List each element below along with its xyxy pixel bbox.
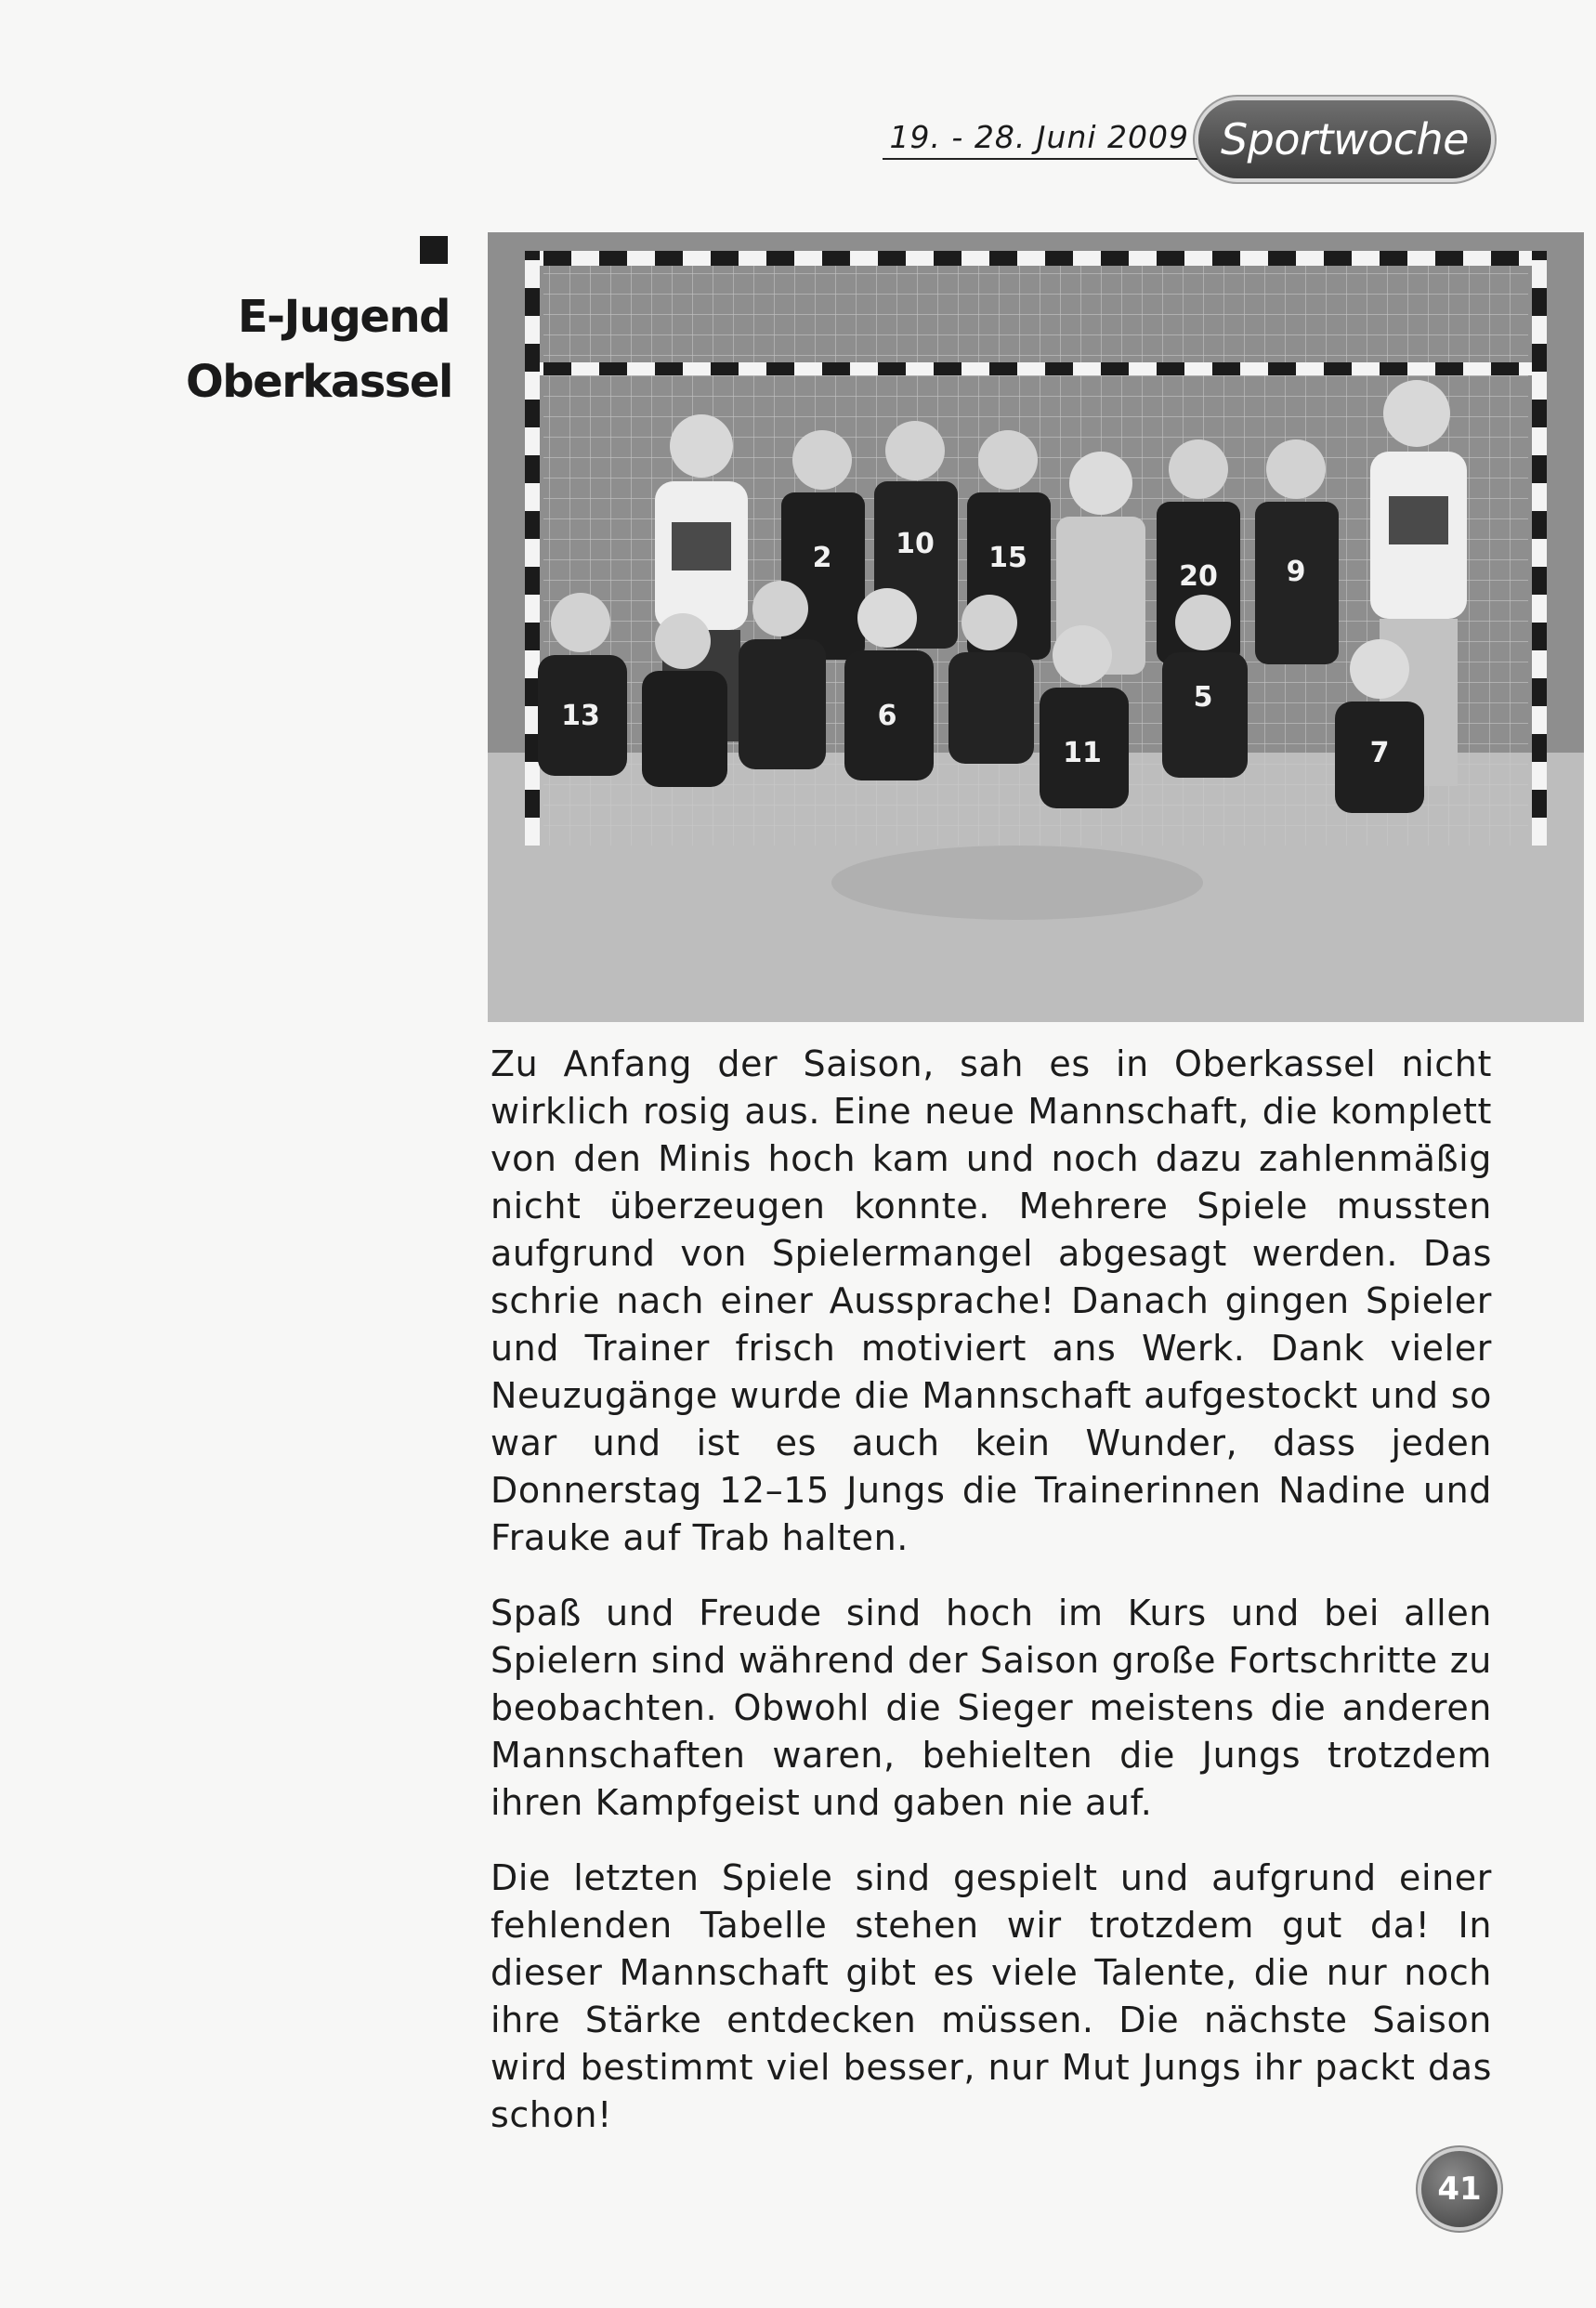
jersey-number: 6	[877, 700, 897, 732]
section-title-line1: E-Jugend	[237, 291, 450, 343]
issue-date: 19. - 28. Juni 2009	[889, 119, 1189, 155]
section-title	[186, 284, 450, 414]
jersey-number: 11	[1063, 737, 1102, 769]
jersey-number: 2	[812, 542, 832, 574]
section-marker	[420, 236, 448, 264]
publication-badge	[1198, 100, 1491, 178]
jersey-number: 10	[896, 528, 935, 560]
publication-name: Sportwoche	[1220, 114, 1469, 164]
jersey-number: 13	[561, 700, 600, 732]
page-number-badge	[1421, 2151, 1498, 2227]
article-paragraph: Zu Anfang der Saison, sah es in Oberkassel nicht wirklich rosig aus. Eine neue Mannschaft, die komplett von den Minis hoch kam und noch dazu zahlenmäßig nicht überzeugen konnte. Mehrere Spiele mussten aufgrund von Spielermangel abgesagt werden. Das schrie nach einer Aussprache! Danach gingen Spieler und Trainer frisch motiviert ans Werk. Dank vieler Neuzugänge wurde die Mannschaft aufgestockt und so war und ist es auch kein Wunder, dass jeden Donnerstag 12–15 Jungs die Trainerinnen Nadine und Frauke auf Trab halten.	[491, 1043, 1492, 1558]
jersey-number: 15	[988, 542, 1027, 574]
jersey-number: 9	[1286, 556, 1306, 588]
article-body	[491, 1041, 1492, 2167]
article-paragraph: Die letzten Spiele sind gespielt und aufgrund einer fehlenden Tabelle stehen wir trotzdem gut da! In dieser Mannschaft gibt es viele Talente, die nur noch ihre Stärke entdecken müssen. Die nächste Saison wird bestimmt viel besser, nur Mut Jungs ihr packt das schon!	[491, 1857, 1492, 2135]
jersey-number: 5	[1193, 681, 1213, 714]
header-rule	[883, 158, 1198, 160]
page-number: 41	[1437, 2170, 1482, 2208]
article-paragraph: Spaß und Freude sind hoch im Kurs und bei allen Spielern sind während der Saison große Fortschritte zu beobachten. Obwohl die Sieger meistens die anderen Mannschaften waren, behielten die Jungs trotzdem ihren Kampfgeist und gaben nie auf.	[491, 1593, 1492, 1823]
jersey-number: 20	[1179, 560, 1218, 593]
team-photo	[488, 232, 1584, 1022]
section-title-line2: Oberkassel	[186, 356, 452, 408]
jersey-number: 7	[1369, 737, 1390, 769]
